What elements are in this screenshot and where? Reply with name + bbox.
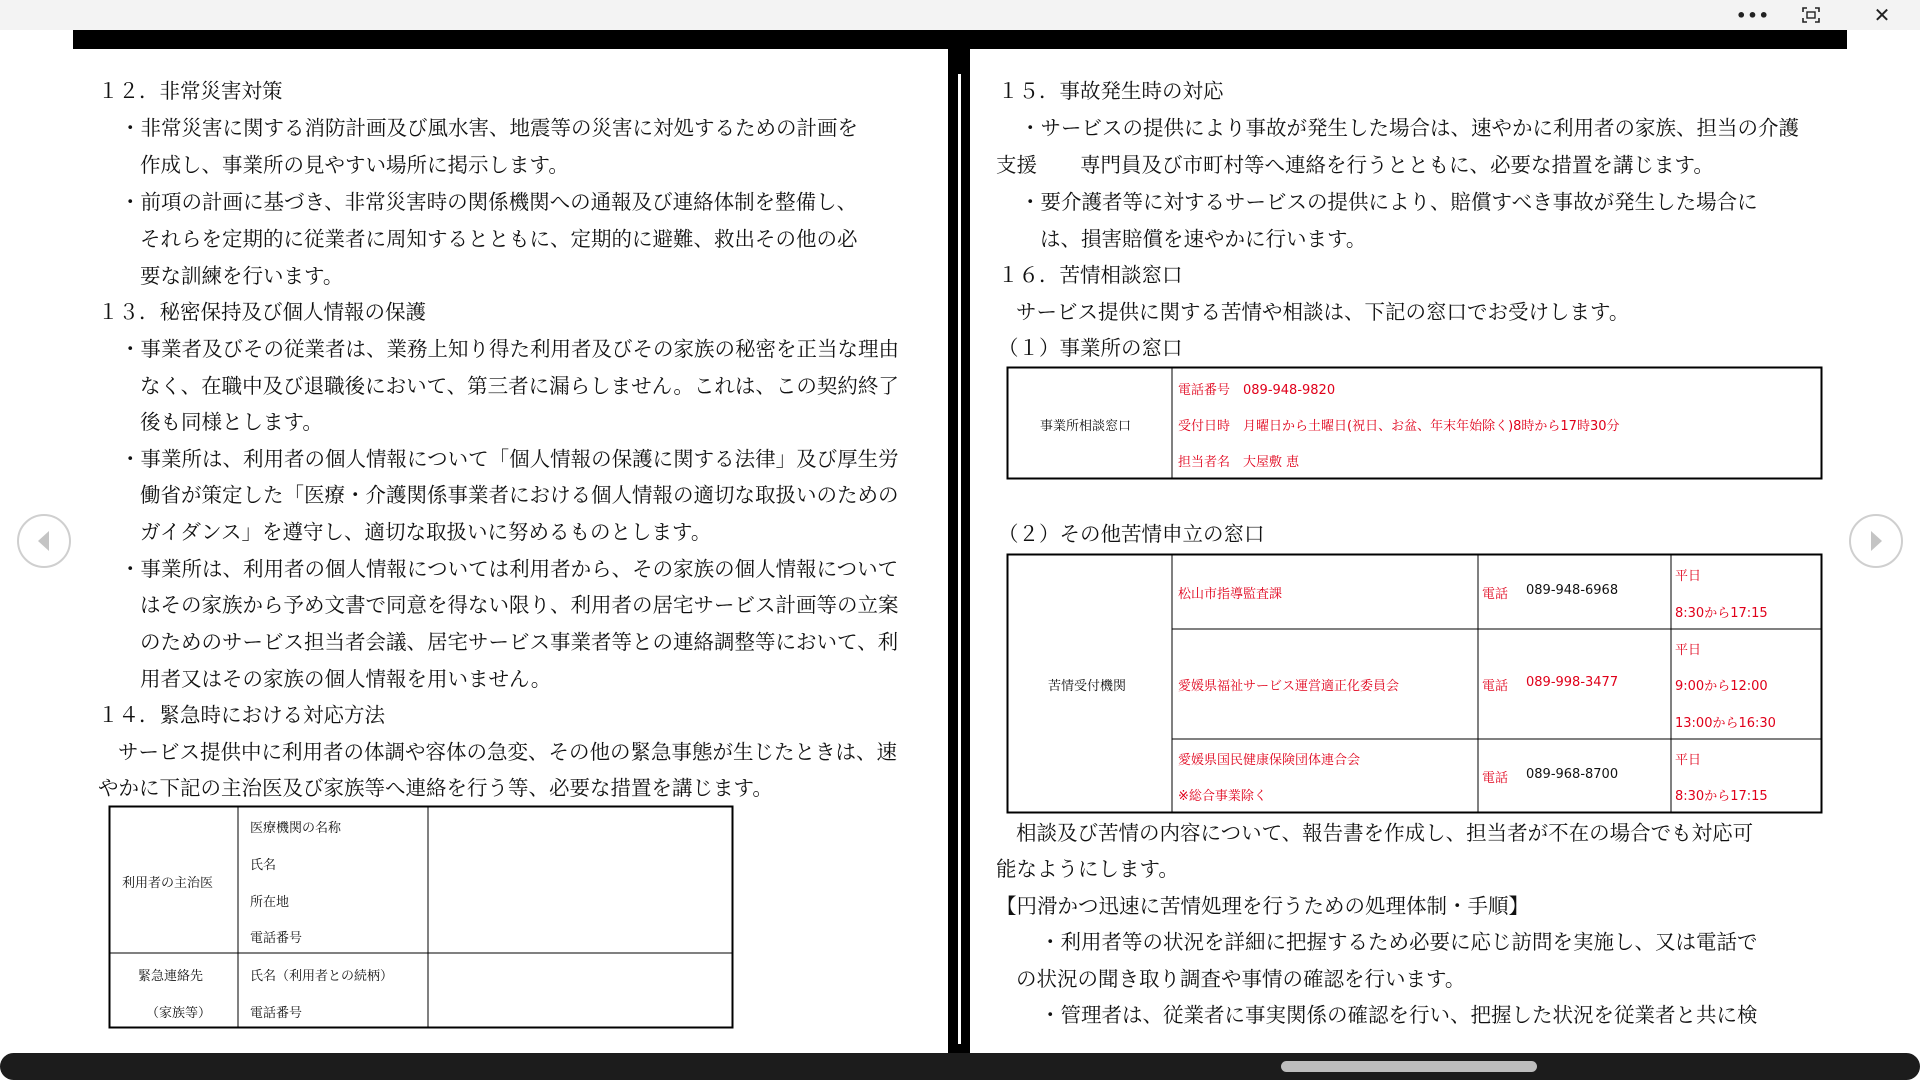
field-label: 電話番号 — [250, 931, 303, 946]
more-options-button[interactable] — [1729, 0, 1777, 30]
paragraph-line: 支援 — [996, 153, 1037, 177]
section-16-title: １６．苦情相談窓口 — [998, 263, 1183, 287]
paragraph-line: それらを定期的に従業者に周知するとともに、定期的に避難、救出その他の必 — [140, 227, 858, 251]
paragraph-line: ・利用者等の状況を詳細に把握するため必要に応じ訪問を実施し、又は電話で — [1040, 930, 1758, 954]
paragraph-line: ・事業所は、利用者の個人情報については利用者から、その家族の個人情報について — [120, 557, 899, 581]
scrollbar-thumb[interactable] — [1281, 1061, 1537, 1072]
paragraph-line: ・管理者は、従業者に事実関係の確認を行い、把握した状況を従業者と共に検 — [1040, 1003, 1758, 1027]
chevron-right-icon — [1851, 516, 1901, 566]
agency-name: 松山市指導監査課 — [1178, 587, 1283, 602]
paragraph-line: ガイダンス」を遵守し、適切な取扱いに努めるものとします。 — [140, 520, 712, 544]
field-label: 氏名 — [250, 858, 277, 873]
agency-time: 8:30から17:15 — [1675, 606, 1768, 621]
paragraph-line: 作成し、事業所の見やすい場所に掲示します。 — [140, 153, 569, 177]
agency-name: 愛媛県国民健康保険団体連合会 — [1178, 753, 1361, 768]
paragraph-line: のためのサービス担当者会議、居宅サービス事業者等との連絡調整等において、利 — [140, 630, 899, 654]
next-page-button[interactable] — [1849, 514, 1903, 568]
office-hours: 受付日時 月曜日から土曜日(祝日、お盆、年末年始除く)8時から17時30分 — [1178, 419, 1620, 434]
previous-page-button[interactable] — [17, 514, 71, 568]
primary-doctor-header: 利用者の主治医 — [122, 876, 214, 891]
paragraph-line: ・非常災害に関する消防計画及び風水害、地震等の災害に対処するための計画を — [120, 116, 858, 140]
paragraph-line: は、損害賠償を速やかに行います。 — [1040, 227, 1367, 251]
field-label: 氏名（利用者との続柄） — [250, 969, 394, 984]
paragraph-line: ・要介護者等に対するサービスの提供により、賠償すべき事故が発生した場合に — [1020, 190, 1758, 214]
paragraph-line: はその家族から予め文書で同意を得ない限り、利用者の居宅サービス計画等の立案 — [140, 593, 899, 617]
close-icon: ✕ — [1873, 3, 1891, 27]
subsection-2-title: （２）その他苦情申立の窓口 — [998, 522, 1265, 546]
paragraph-line: なく、在職中及び退職後において、第三者に漏らしません。これは、この契約終了 — [140, 374, 899, 398]
paragraph-line: やかに下記の主治医及び家族等へ連絡を行う等、必要な措置を講じます。 — [98, 776, 773, 800]
paragraph-line: 要な訓練を行います。 — [140, 264, 344, 288]
agency-tel: 089-968-8700 — [1526, 767, 1619, 782]
emergency-contact-table — [108, 805, 734, 1029]
paragraph-line: 用者又はその家族の個人情報を用いません。 — [140, 667, 552, 691]
section-14-title: １４．緊急時における対応方法 — [98, 703, 385, 727]
field-label: 電話番号 — [250, 1006, 303, 1021]
paragraph-line: 専門員及び市町村等へ連絡を行うとともに、必要な措置を講じます。 — [1080, 153, 1714, 177]
office-contact-table — [1006, 366, 1823, 480]
office-person: 担当者名 大屋敷 恵 — [1178, 455, 1300, 470]
agency-time: 13:00から16:30 — [1675, 716, 1776, 731]
paragraph-line: ・前項の計画に基づき、非常災害時の関係機関への通報及び連絡体制を整備し、 — [120, 190, 858, 214]
section-15-title: １５．事故発生時の対応 — [998, 79, 1224, 103]
paragraph-line: ・事業所は、利用者の個人情報について「個人情報の保護に関する法律」及び厚生労 — [120, 447, 899, 471]
paragraph-line: サービス提供中に利用者の体調や容体の急変、その他の緊急事態が生じたときは、速 — [118, 740, 897, 764]
agency-tel-label: 電話 — [1482, 771, 1509, 786]
procedure-title: 【円滑かつ迅速に苦情処理を行うための処理体制・手順】 — [996, 894, 1529, 918]
paragraph-line: ・サービスの提供により事故が発生した場合は、速やかに利用者の家族、担当の介護 — [1020, 116, 1799, 140]
paragraph-line: 働省が策定した「医療・介護関係事業者における個人情報の適切な取扱いのための — [140, 483, 899, 507]
agency-note: ※総合事業除く — [1178, 789, 1267, 804]
paragraph-line: ・事業者及びその従業者は、業務上知り得た利用者及びその家族の秘密を正当な理由 — [120, 337, 899, 361]
office-phone: 電話番号 089-948-9820 — [1178, 383, 1336, 398]
emergency-contact-header: 緊急連絡先 — [138, 969, 204, 984]
agency-tel: 089-998-3477 — [1526, 675, 1619, 690]
agency-time: 8:30から17:15 — [1675, 789, 1768, 804]
page-top-border — [73, 30, 1847, 49]
agency-name: 愛媛県福祉サービス運営適正化委員会 — [1178, 679, 1400, 694]
section-12-title: １２．非常災害対策 — [98, 79, 283, 103]
table-grid — [108, 805, 734, 1029]
paragraph-line: 能なようにします。 — [996, 857, 1179, 881]
paragraph-line: 後も同様とします。 — [140, 410, 323, 434]
fit-to-screen-button[interactable] — [1787, 0, 1835, 30]
fit-screen-icon — [1802, 7, 1820, 23]
agency-day: 平日 — [1675, 643, 1702, 658]
complaint-agencies-table — [1006, 553, 1823, 814]
agency-day: 平日 — [1675, 569, 1702, 584]
emergency-contact-header-sub: （家族等） — [146, 1006, 212, 1021]
field-label: 医療機関の名称 — [250, 821, 342, 836]
agency-tel-label: 電話 — [1482, 679, 1509, 694]
horizontal-scrollbar[interactable] — [0, 1053, 1920, 1080]
subsection-1-title: （１）事業所の窓口 — [998, 336, 1183, 360]
agency-time: 9:00から12:00 — [1675, 679, 1768, 694]
paragraph-line: サービス提供に関する苦情や相談は、下記の窓口でお受けします。 — [1016, 300, 1630, 324]
agency-tel-label: 電話 — [1482, 587, 1509, 602]
agency-day: 平日 — [1675, 753, 1702, 768]
paragraph-line: 相談及び苦情の内容について、報告書を作成し、担当者が不在の場合でも対応可 — [1016, 821, 1754, 845]
page-spine-gap — [958, 74, 961, 1044]
chevron-left-icon — [19, 516, 69, 566]
close-button[interactable] — [1858, 0, 1906, 30]
agency-tel: 089-948-6968 — [1526, 583, 1619, 598]
paragraph-line: の状況の聞き取り調査や事情の確認を行います。 — [1016, 967, 1466, 991]
complaint-agency-label: 苦情受付機関 — [1048, 679, 1127, 694]
office-window-label: 事業所相談窓口 — [1040, 419, 1132, 434]
more-icon: ••• — [1736, 5, 1770, 25]
viewer-toolbar — [0, 0, 1920, 30]
section-13-title: １３．秘密保持及び個人情報の保護 — [98, 300, 426, 324]
field-label: 所在地 — [250, 895, 290, 910]
